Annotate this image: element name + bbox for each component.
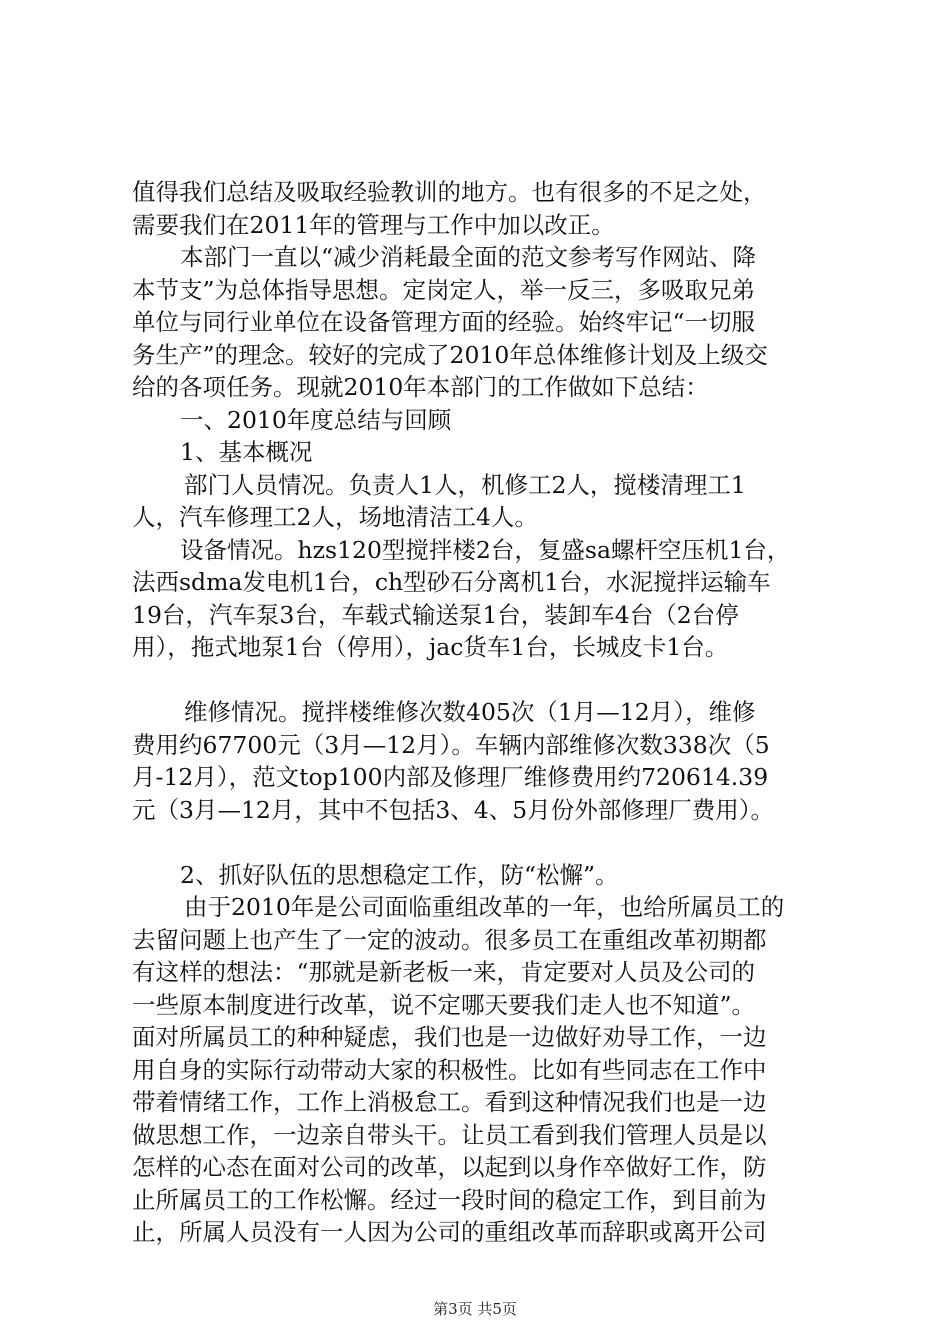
text-line: 法西sdma发电机1台，ch型砂石分离机1台，水泥搅拌运输车 bbox=[132, 568, 771, 596]
text-line: 元（3月—12月，其中不包括3、4、5月份外部修理厂费用）。 bbox=[132, 795, 774, 824]
subsection-heading: 1、基本概况 bbox=[180, 438, 313, 466]
page-footer: 第3页 共5页 bbox=[433, 1300, 517, 1318]
text-line: 用自身的实际行动带动大家的积极性。比如有些同志在工作中 bbox=[132, 1055, 767, 1084]
text-line: 本部门一直以“减少消耗最全面的范文参考写作网站、降 bbox=[180, 243, 757, 271]
text-line: 月-12月），范文top100内部及修理厂维修费用约720614.39 bbox=[132, 763, 769, 791]
text-line: 本节支”为总体指导思想。定岗定人，举一反三，多吸取兄弟 bbox=[132, 275, 756, 304]
text-line: 给的各项任务。现就2010年本部门的工作做如下总结： bbox=[132, 373, 709, 401]
text-line: 止，所属人员没有一人因为公司的重组改革而辞职或离开公司 bbox=[132, 1218, 767, 1246]
text-line: 一些原本制度进行改革，说不定哪天要我们走人也不知道”。 bbox=[132, 990, 756, 1019]
text-line: 有这样的想法：“那就是新老板一来，肯定要对人员及公司的 bbox=[132, 958, 756, 986]
text-line: 需要我们在2011年的管理与工作中加以改正。 bbox=[132, 210, 615, 239]
text-line: 设备情况。hzs120型搅拌楼2台，复盛sa螺杆空压机1台， bbox=[180, 535, 791, 564]
text-line: 做思想工作，一边亲自带头干。让员工看到我们管理人员是以 bbox=[132, 1120, 767, 1149]
subsection-heading: 2、抓好队伍的思想稳定工作，防“松懈”。 bbox=[180, 860, 619, 889]
text-line: 人，汽车修理工2人，场地清洁工4人。 bbox=[132, 503, 538, 531]
text-line: 维修情况。搅拌楼维修次数405次（1月—12月），维修 bbox=[184, 698, 756, 726]
text-line: 值得我们总结及吸取经验教训的地方。也有很多的不足之处， bbox=[132, 178, 767, 206]
text-line: 面对所属员工的种种疑虑，我们也是一边做好劝导工作，一边 bbox=[132, 1023, 767, 1051]
text-line: 务生产”的理念。较好的完成了2010年总体维修计划及上级交 bbox=[132, 340, 768, 369]
text-line: 19台，汽车泵3台，车载式输送泵1台，装卸车4台（2台停 bbox=[132, 600, 739, 629]
text-line: 去留问题上也产生了一定的波动。很多员工在重组改革初期都 bbox=[132, 925, 767, 954]
document-body bbox=[132, 176, 844, 1249]
text-line: 单位与同行业单位在设备管理方面的经验。始终牢记“一切服 bbox=[132, 308, 756, 336]
text-line: 怎样的心态在面对公司的改革，以起到以身作卒做好工作，防 bbox=[132, 1153, 767, 1181]
paragraph-gap bbox=[132, 826, 844, 859]
text-line: 用），拖式地泵1台（停用），jac货车1台，长城皮卡1台。 bbox=[132, 633, 729, 661]
text-line: 止所属员工的工作松懈。经过一段时间的稳定工作，到目前为 bbox=[132, 1185, 767, 1214]
paragraph-gap bbox=[132, 664, 844, 697]
text-line: 费用约67700元（3月—12月）。车辆内部维修次数338次（5 bbox=[132, 730, 770, 759]
text-line: 由于2010年是公司面临重组改革的一年，也给所属员工的 bbox=[184, 893, 785, 921]
section-heading: 一、2010年度总结与回顾 bbox=[180, 405, 452, 434]
text-line: 带着情绪工作，工作上消极怠工。看到这种情况我们也是一边 bbox=[132, 1088, 767, 1116]
text-line: 部门人员情况。负责人1人，机修工2人，搅楼清理工1 bbox=[184, 470, 746, 499]
